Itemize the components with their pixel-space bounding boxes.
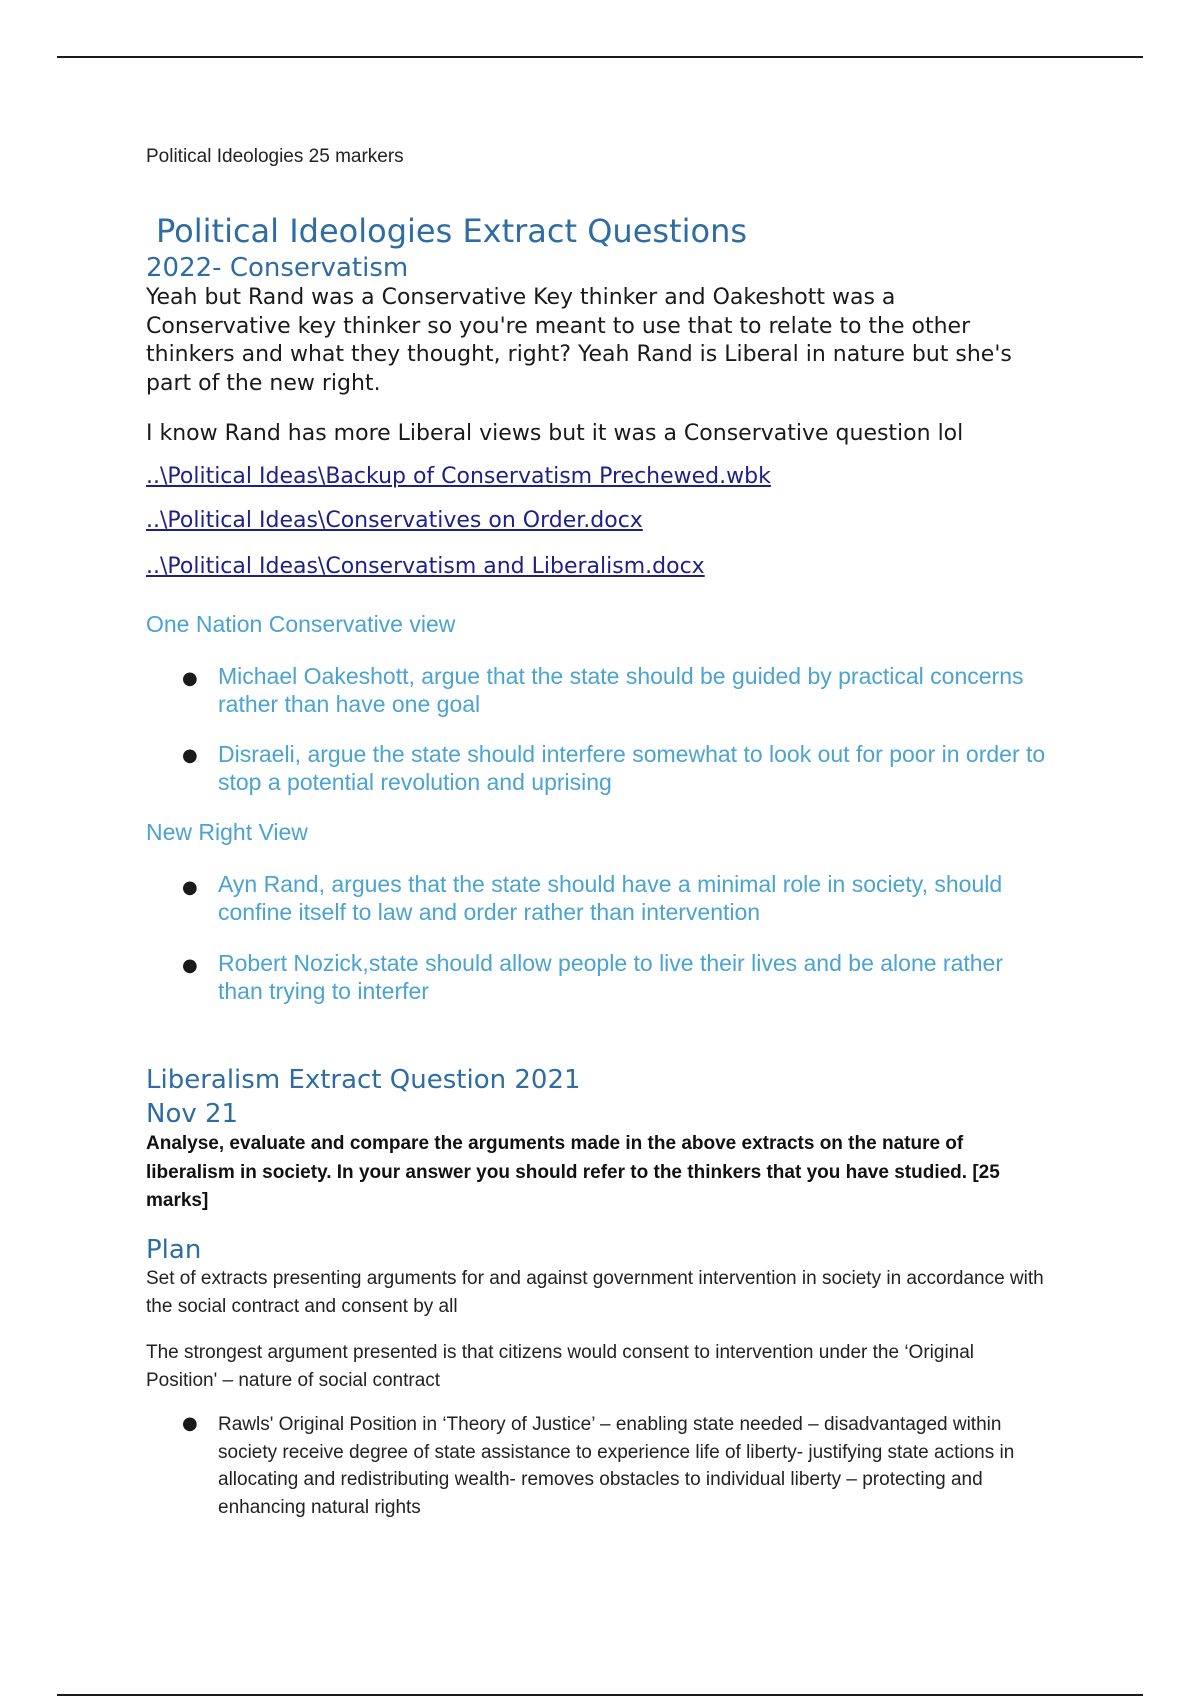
link-conservatives-on-order[interactable]: ..\Political Ideas\Conservatives on Order.docx (146, 508, 643, 533)
new-right-heading: New Right View (146, 819, 308, 845)
plan-paragraph-2: The strongest argument presented is that citizens would consent to intervention under the ‘Original Position' – nature of social contract (146, 1342, 975, 1391)
section-heading-liberalism: Liberalism Extract Question 2021 (146, 1065, 581, 1095)
top-rule (57, 56, 1143, 58)
extract-question: Analyse, evaluate and compare the arguments made in the above extracts on the nature of liberalism in society. In your answer you should refer to the thinkers that you have studied. [25 marks] (146, 1133, 1000, 1211)
bullet-icon: ● (182, 955, 198, 976)
plan-heading: Plan (146, 1235, 202, 1265)
bottom-rule (57, 1694, 1143, 1696)
bullet-icon: ● (182, 745, 198, 766)
subheading-nov-21: Nov 21 (146, 1099, 239, 1129)
list-item-disraeli: Disraeli, argue the state should interfere somewhat to look out for poor in order to stop a potential revolution and uprising (218, 741, 1046, 795)
one-nation-heading: One Nation Conservative view (146, 611, 456, 637)
list-item-rand: Ayn Rand, argues that the state should have a minimal role in society, should confine itself to law and order rather than intervention (218, 871, 1003, 925)
page-title: Political Ideologies Extract Questions (156, 212, 748, 250)
plan-paragraph-1: Set of extracts presenting arguments for and against government intervention in society in accordance with the social contract and consent by all (146, 1268, 1044, 1317)
section-heading-conservatism: 2022- Conservatism (146, 253, 409, 283)
document-label: Political Ideologies 25 markers (146, 146, 404, 167)
bullet-icon: ● (182, 668, 198, 689)
bullet-icon: ● (182, 877, 198, 898)
paragraph-rand-liberal: I know Rand has more Liberal views but it was a Conservative question lol (146, 421, 964, 446)
link-backup-conservatism[interactable]: ..\Political Ideas\Backup of Conservatism Prechewed.wbk (146, 464, 771, 489)
bullet-icon: ● (182, 1413, 198, 1434)
paragraph-rand-oakeshott: Yeah but Rand was a Conservative Key thinker and Oakeshott was a Conservative key thinker so you're meant to use that to relate to the other thinkers and what they thought, right? Yeah Rand is Liberal in nature but she's part of the new right. (146, 285, 1012, 396)
list-item-nozick: Robert Nozick,state should allow people to live their lives and be alone rather than trying to interfer (218, 950, 1003, 1004)
list-item-oakeshott: Michael Oakeshott, argue that the state should be guided by practical concerns rather than have one goal (218, 663, 1024, 717)
link-conservatism-liberalism[interactable]: ..\Political Ideas\Conservatism and Liberalism.docx (146, 554, 705, 579)
list-item-rawls: Rawls' Original Position in ‘Theory of Justice’ – enabling state needed – disadvantaged within society receive degree of state assistance to experience life of liberty- justifying state actions in allocating and redistributing wealth- removes obstacles to individual liberty – protecting and enhancing natural rights (218, 1414, 1015, 1518)
